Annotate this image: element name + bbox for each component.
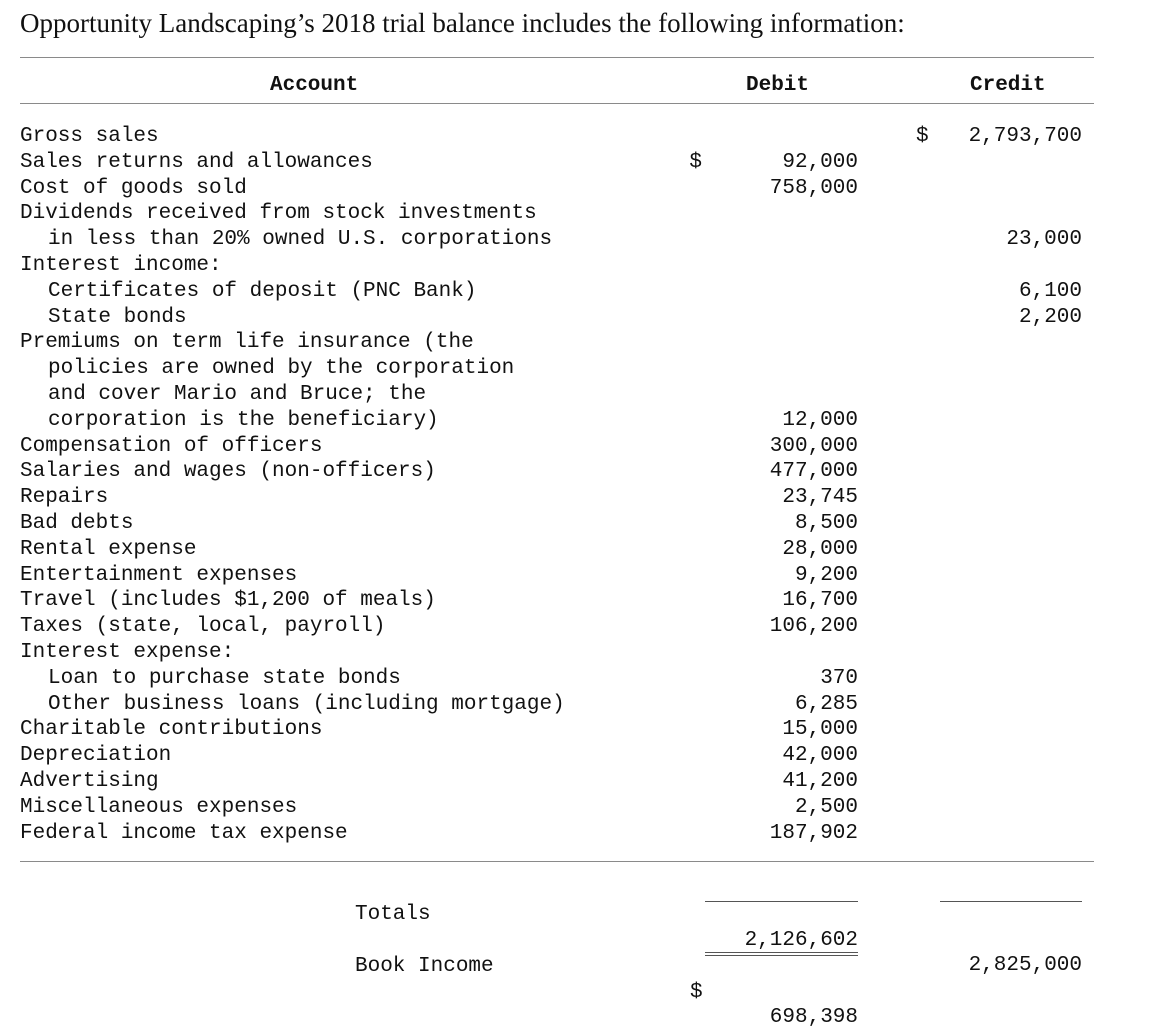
table-row bbox=[0, 769, 1160, 795]
credit-amount: 23,000 bbox=[1006, 228, 1082, 252]
table-row bbox=[0, 176, 1160, 202]
totals-credit: 2,825,000 bbox=[968, 954, 1082, 978]
account-name: Federal income tax expense bbox=[20, 821, 348, 845]
account-name: Salaries and wages (non-officers) bbox=[20, 460, 436, 484]
debit-amount: 106,200 bbox=[769, 615, 858, 639]
account-name: Charitable contributions bbox=[20, 718, 323, 742]
table-row bbox=[0, 356, 1160, 382]
totals-label: Totals bbox=[355, 902, 431, 926]
table-row bbox=[0, 717, 1160, 743]
table-row bbox=[0, 201, 1160, 227]
table-row bbox=[0, 382, 1160, 408]
table-row bbox=[0, 692, 1160, 718]
table-row bbox=[0, 279, 1160, 305]
table-row bbox=[0, 330, 1160, 356]
account-name: Gross sales bbox=[20, 125, 159, 148]
account-name: and cover Mario and Bruce; the bbox=[48, 382, 427, 406]
account-name: Rental expense bbox=[20, 537, 197, 561]
table-row bbox=[0, 150, 1160, 176]
table-row bbox=[0, 305, 1160, 331]
book-income-label: Book Income bbox=[355, 954, 494, 978]
table-row bbox=[0, 743, 1160, 769]
totals-credit-underline bbox=[940, 901, 1082, 902]
header-bottom-rule bbox=[20, 103, 1094, 104]
debit-amount: 16,700 bbox=[782, 589, 858, 613]
table-row bbox=[0, 459, 1160, 485]
debit-amount: 42,000 bbox=[782, 744, 858, 768]
debit-amount: 92,000 bbox=[782, 150, 858, 174]
credit-dollar-sign: $ bbox=[916, 125, 929, 148]
table-row bbox=[0, 614, 1160, 640]
credit-amount: 2,793,700 bbox=[968, 125, 1082, 148]
credit-amount: 6,100 bbox=[1018, 279, 1082, 303]
table-row bbox=[0, 537, 1160, 563]
debit-amount: 8,500 bbox=[794, 511, 858, 535]
header-top-rule bbox=[20, 57, 1094, 58]
account-name: corporation is the beneficiary) bbox=[48, 408, 439, 432]
account-name: Sales returns and allowances bbox=[20, 150, 373, 174]
account-name: Repairs bbox=[20, 486, 109, 510]
account-name: Travel (includes $1,200 of meals) bbox=[20, 589, 436, 613]
debit-amount: 2,500 bbox=[794, 795, 858, 819]
table-row bbox=[0, 434, 1160, 460]
book-income-value: 698,398 bbox=[769, 1006, 858, 1030]
account-name: in less than 20% owned U.S. corporations bbox=[48, 228, 553, 252]
table-row bbox=[0, 795, 1160, 821]
table-row bbox=[0, 640, 1160, 666]
account-name: policies are owned by the corporation bbox=[48, 357, 515, 381]
account-name: Compensation of officers bbox=[20, 434, 323, 458]
account-name: Loan to purchase state bonds bbox=[48, 666, 401, 690]
debit-amount: 300,000 bbox=[769, 434, 858, 458]
account-name: Dividends received from stock investments bbox=[20, 202, 537, 226]
book-income-underline-1 bbox=[705, 952, 858, 953]
debit-amount: 12,000 bbox=[782, 408, 858, 432]
table-row bbox=[0, 253, 1160, 279]
debit-amount: 187,902 bbox=[769, 821, 858, 845]
debit-amount: 9,200 bbox=[794, 563, 858, 587]
account-name: Other business loans (including mortgage) bbox=[48, 692, 565, 716]
account-name: Bad debts bbox=[20, 511, 134, 535]
book-income-dollar-sign: $ bbox=[690, 980, 703, 1004]
debit-amount: 370 bbox=[820, 666, 858, 690]
debit-column-header: Debit bbox=[746, 74, 810, 97]
debit-amount: 15,000 bbox=[782, 718, 858, 742]
table-row bbox=[0, 588, 1160, 614]
table-row bbox=[0, 666, 1160, 692]
debit-amount: 23,745 bbox=[782, 486, 858, 510]
account-name: Certificates of deposit (PNC Bank) bbox=[48, 279, 477, 303]
account-name: Depreciation bbox=[20, 744, 172, 768]
account-name: Entertainment expenses bbox=[20, 563, 298, 587]
debit-amount: 758,000 bbox=[769, 176, 858, 200]
debit-amount: 28,000 bbox=[782, 537, 858, 561]
account-name: Interest expense: bbox=[20, 640, 235, 664]
table-row bbox=[0, 563, 1160, 589]
account-name: Taxes (state, local, payroll) bbox=[20, 615, 386, 639]
table-row bbox=[0, 821, 1160, 847]
debit-amount: 41,200 bbox=[782, 769, 858, 793]
account-name: Premiums on term life insurance (the bbox=[20, 331, 474, 355]
account-name: State bonds bbox=[48, 305, 187, 329]
table-row bbox=[0, 124, 1160, 150]
table-row bbox=[0, 511, 1160, 537]
book-income-underline-2 bbox=[705, 955, 858, 956]
account-name: Miscellaneous expenses bbox=[20, 795, 298, 819]
table-row bbox=[0, 485, 1160, 511]
account-name: Cost of goods sold bbox=[20, 176, 247, 200]
credit-amount: 2,200 bbox=[1018, 305, 1082, 329]
account-name: Interest income: bbox=[20, 253, 222, 277]
page-title: Opportunity Landscaping’s 2018 trial balance includes the following information: bbox=[20, 8, 905, 38]
debit-amount: 477,000 bbox=[769, 460, 858, 484]
debit-dollar-sign: $ bbox=[689, 150, 702, 174]
trial-balance-rows bbox=[0, 124, 1160, 846]
account-name: Advertising bbox=[20, 769, 159, 793]
totals-debit-underline bbox=[705, 901, 858, 902]
table-row bbox=[0, 227, 1160, 253]
debit-amount: 6,285 bbox=[794, 692, 858, 716]
totals-top-rule bbox=[20, 861, 1094, 862]
account-column-header: Account bbox=[270, 74, 359, 97]
credit-column-header: Credit bbox=[970, 74, 1046, 97]
totals-debit: 2,126,602 bbox=[744, 928, 858, 952]
table-row bbox=[0, 408, 1160, 434]
